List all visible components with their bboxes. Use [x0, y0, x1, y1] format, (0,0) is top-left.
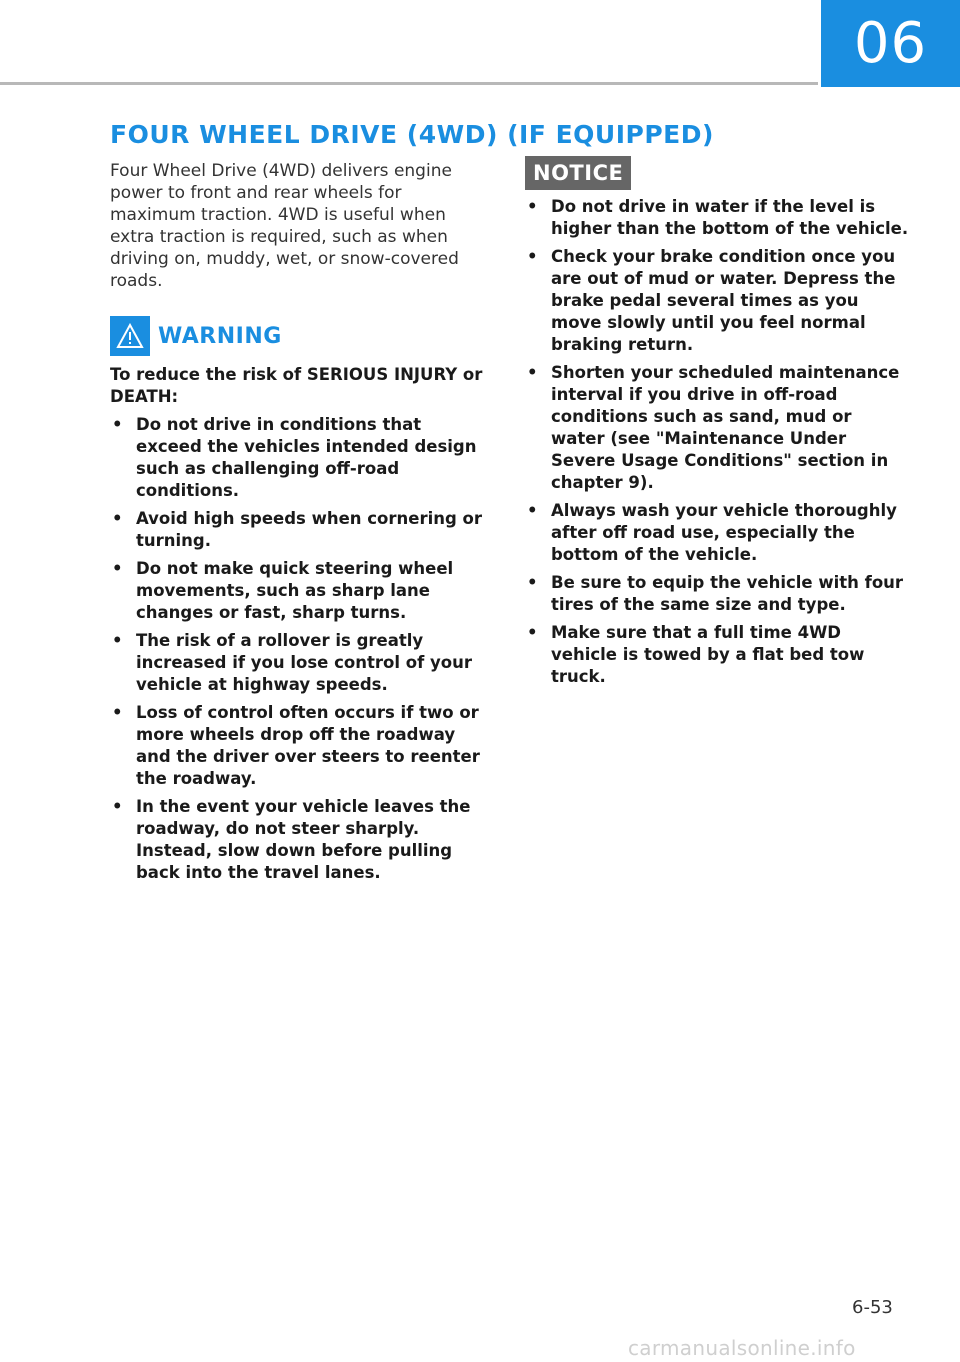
left-column: [110, 160, 490, 884]
list-item-text: Shorten your scheduled maintenance interval if you drive in off-road conditions such as sand, mud or water (see "Maintenance Under Severe Usage Conditions" section in chapter 9).: [551, 363, 900, 492]
right-column: [525, 156, 910, 688]
bullet-glyph: •: [112, 797, 123, 816]
notice-list: [525, 196, 910, 688]
bullet-glyph: •: [527, 197, 538, 216]
section-title: FOUR WHEEL DRIVE (4WD) (IF EQUIPPED): [110, 120, 714, 149]
list-item-text: Always wash your vehicle thoroughly after off road use, especially the bottom of the vehicle.: [551, 501, 897, 564]
list-item: [525, 362, 910, 494]
list-item: [525, 246, 910, 356]
list-item: [110, 558, 490, 624]
bullet-glyph: •: [527, 573, 538, 592]
list-item: [110, 796, 490, 884]
warning-lead: To reduce the risk of SERIOUS INJURY or DEATH:: [110, 365, 483, 406]
warning-triangle-icon: [110, 316, 150, 356]
list-item: [525, 500, 910, 566]
warning-header: [110, 316, 490, 356]
list-item: [110, 414, 490, 502]
page-number: 6-53: [852, 1297, 893, 1318]
list-item-text: Make sure that a full time 4WD vehicle is towed by a flat bed tow truck.: [551, 623, 865, 686]
bullet-glyph: •: [112, 631, 123, 650]
list-item-text: Be sure to equip the vehicle with four tires of the same size and type.: [551, 573, 904, 614]
list-item: [525, 196, 910, 240]
bullet-glyph: •: [527, 623, 538, 642]
intro-paragraph: Four Wheel Drive (4WD) delivers engine power to front and rear wheels for maximum traction. 4WD is useful when extra traction is required, such as when driving on, muddy, wet, or snow-covered roads.: [110, 161, 459, 291]
chapter-tab: 06: [821, 0, 960, 87]
list-item-text: Loss of control often occurs if two or more wheels drop off the roadway and the driver over steers to reenter the roadway.: [136, 703, 480, 788]
list-item: [110, 702, 490, 790]
list-item-text: The risk of a rollover is greatly increased if you lose control of your vehicle at highway speeds.: [136, 631, 472, 694]
bullet-glyph: •: [112, 559, 123, 578]
list-item: [525, 572, 910, 616]
list-item-text: Check your brake condition once you are out of mud or water. Depress the brake pedal several times as you move slowly until you feel normal braking return.: [551, 247, 896, 354]
list-item: [110, 508, 490, 552]
bullet-glyph: •: [527, 363, 538, 382]
list-item-text: Do not drive in water if the level is higher than the bottom of the vehicle.: [551, 197, 909, 238]
bullet-glyph: •: [527, 501, 538, 520]
bullet-glyph: •: [527, 247, 538, 266]
list-item-text: Avoid high speeds when cornering or turning.: [136, 509, 483, 550]
header-rule: [0, 82, 818, 85]
list-item-text: Do not make quick steering wheel movements, such as sharp lane changes or fast, sharp turns.: [136, 559, 454, 622]
list-item-text: In the event your vehicle leaves the roadway, do not steer sharply. Instead, slow down before pulling back into the travel lanes.: [136, 797, 471, 882]
bullet-glyph: •: [112, 415, 123, 434]
warning-label: WARNING: [158, 323, 282, 349]
bullet-glyph: •: [112, 509, 123, 528]
watermark: carmanualsonline.info: [628, 1336, 856, 1360]
list-item-text: Do not drive in conditions that exceed the vehicles intended design such as challenging off-road conditions.: [136, 415, 477, 500]
warning-list: [110, 414, 490, 884]
notice-label: NOTICE: [525, 156, 631, 190]
list-item: [525, 622, 910, 688]
list-item: [110, 630, 490, 696]
bullet-glyph: •: [112, 703, 123, 722]
